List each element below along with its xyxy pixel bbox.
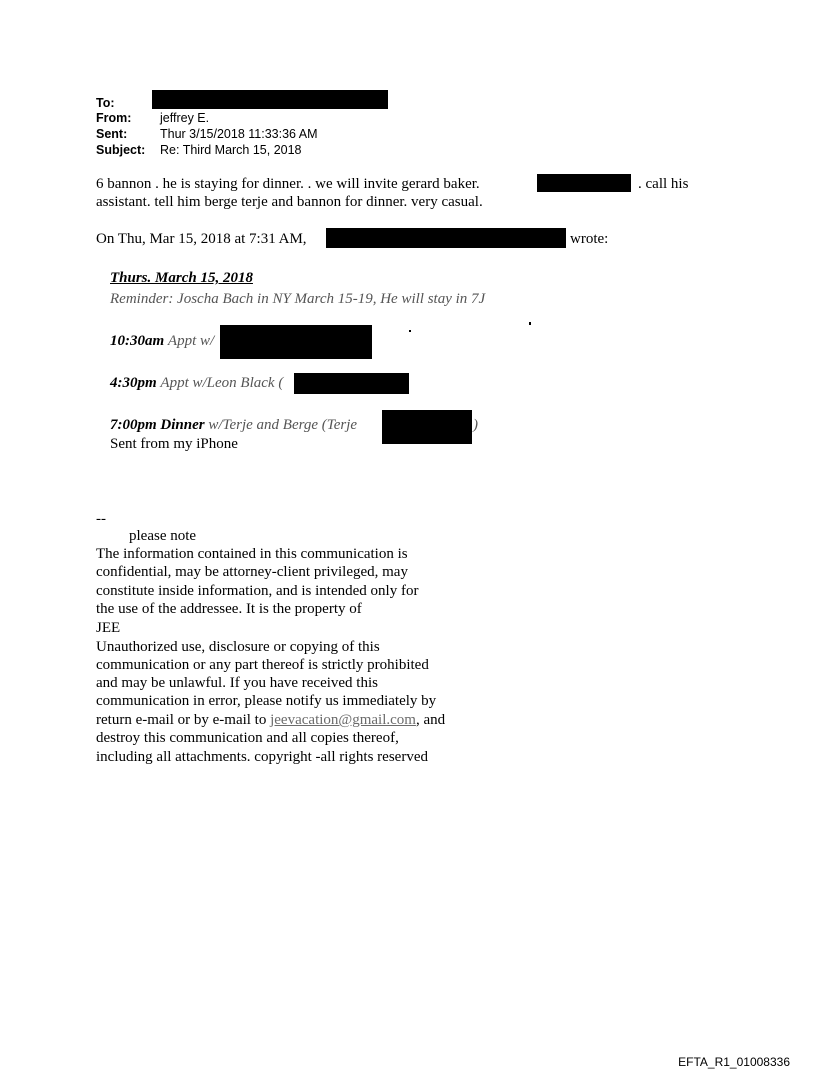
subject-value: Re: Third March 15, 2018 <box>160 143 302 157</box>
quote-intro: On Thu, Mar 15, 2018 at 7:31 AM, <box>96 231 307 247</box>
sent-value: Thur 3/15/2018 11:33:36 AM <box>160 127 318 141</box>
subject-row <box>96 143 496 158</box>
disclaimer-line: and may be unlawful. If you have received this <box>96 675 378 691</box>
return-text: return e-mail or by e-mail to <box>96 712 271 728</box>
schedule-reminder: Reminder: Joscha Bach in NY March 15-19, He will stay in 7J <box>110 291 486 307</box>
scan-speck <box>409 330 411 332</box>
sent-label: Sent: <box>96 127 128 141</box>
body-line-1-text: 6 bannon . he is staying for dinner. . we will invite gerard baker. <box>96 176 480 192</box>
disclaimer-line: JEE <box>96 620 121 636</box>
please-note: please note <box>129 528 197 544</box>
disclaimer-line: Unauthorized use, disclosure or copying of this <box>96 639 380 655</box>
appointment-2-text: Appt w/Leon Black ( <box>160 375 284 391</box>
appointment-1-time: 10:30am <box>110 333 165 349</box>
redaction-body-1 <box>537 174 631 192</box>
disclaimer-line: confidential, may be attorney-client privileged, may <box>96 564 408 580</box>
return-suffix: , and <box>415 712 446 728</box>
redaction-to-address <box>152 90 388 109</box>
quote-wrote: wrote: <box>570 231 609 247</box>
redaction-appointment-3 <box>382 410 472 444</box>
schedule-date-heading: Thurs. March 15, 2018 <box>110 270 253 286</box>
redaction-appointment-2 <box>294 373 409 394</box>
disclaimer-line: including all attachments. copyright -all rights reserved <box>96 749 428 765</box>
scan-speck <box>529 322 531 325</box>
disclaimer-line: The information contained in this communication is <box>96 546 408 562</box>
body-line-1 <box>96 175 480 193</box>
to-label: To: <box>96 96 115 110</box>
subject-label: Subject: <box>96 143 146 157</box>
disclaimer-line <box>96 711 445 729</box>
from-label: From: <box>96 111 132 125</box>
appointment-2-time: 4:30pm <box>110 375 157 391</box>
body-line-2: assistant. tell him berge terje and bannon for dinner. very casual. <box>96 194 483 210</box>
appointment-3 <box>110 416 357 434</box>
appointment-1 <box>110 332 214 350</box>
signature: Sent from my iPhone <box>110 436 238 452</box>
appointment-2 <box>110 374 283 392</box>
disclaimer-line: the use of the addressee. It is the property of <box>96 601 362 617</box>
signature-separator: -- <box>96 511 106 527</box>
disclaimer-line: communication in error, please notify us immediately by <box>96 693 437 709</box>
from-value: jeffrey E. <box>160 111 210 125</box>
email-link[interactable]: jeevacation@gmail.com <box>270 712 416 728</box>
document-id: EFTA_R1_01008336 <box>678 1055 790 1069</box>
body-line-1-end: . call his <box>638 176 689 192</box>
appointment-3-time: 7:00pm Dinner <box>110 417 205 433</box>
appointment-3-close: ) <box>473 417 478 433</box>
redaction-appointment-1 <box>220 325 372 359</box>
disclaimer-line: constitute inside information, and is intended only for <box>96 583 419 599</box>
appointment-1-text: Appt w/ <box>167 333 215 349</box>
from-row <box>96 111 496 126</box>
sent-row <box>96 127 496 142</box>
disclaimer-line: communication or any part thereof is strictly prohibited <box>96 657 429 673</box>
redaction-sender <box>326 228 566 248</box>
disclaimer-line: destroy this communication and all copies thereof, <box>96 730 399 746</box>
appointment-3-text: w/Terje and Berge (Terje <box>208 417 358 433</box>
